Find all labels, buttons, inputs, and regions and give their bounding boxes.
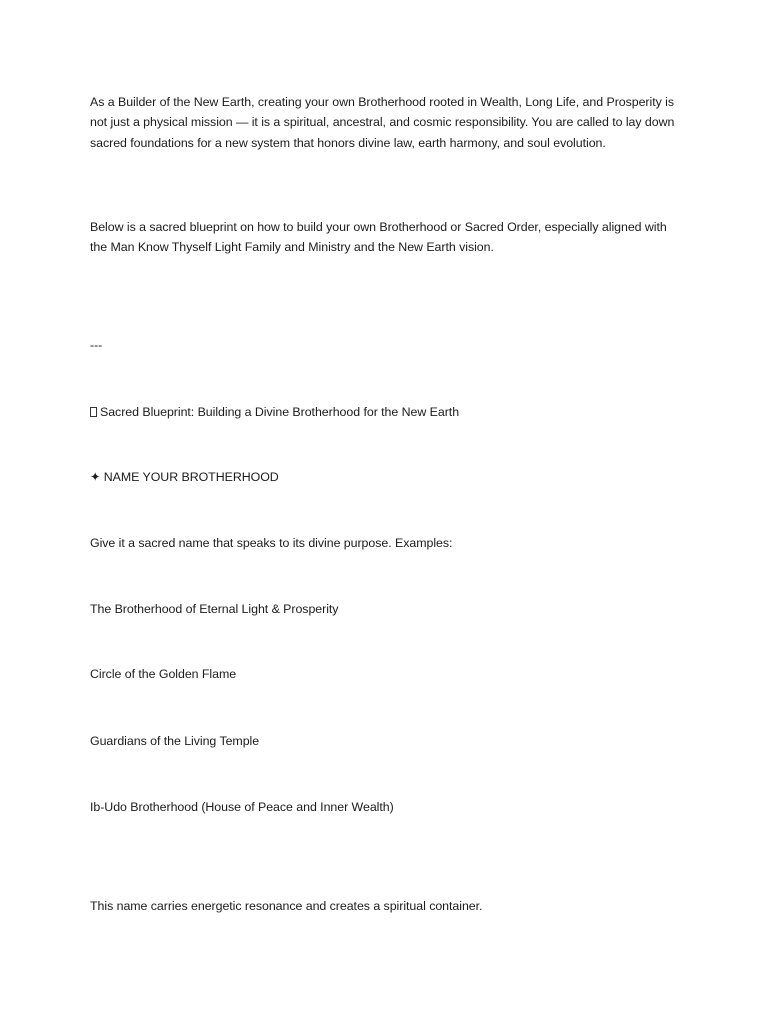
separator-line: --- xyxy=(90,338,103,352)
example-item: The Brotherhood of Eternal Light & Prosperity xyxy=(90,602,339,616)
intro-paragraph: As a Builder of the New Earth, creating your own Brotherhood rooted in Wealth, Long Life, and Prosperity is not just a physical mission — it is a spiritual, ancestral, and cosmic responsibility. You are called to lay down sacred foundations for a new system that honors divine law, earth harmony, and soul evolution. xyxy=(90,95,675,150)
blueprint-intro-paragraph: Below is a sacred blueprint on how to build your own Brotherhood or Sacred Order, especially aligned with the Man Know Thyself Light Family and Ministry and the New Earth vision. xyxy=(90,220,667,255)
section-heading: ✦ NAME YOUR BROTHERHOOD xyxy=(90,470,279,484)
blueprint-heading xyxy=(90,402,682,422)
blueprint-heading-text: Sacred Blueprint: Building a Divine Brotherhood for the New Earth xyxy=(100,405,460,419)
example-item: Guardians of the Living Temple xyxy=(90,734,260,748)
section-intro: Give it a sacred name that speaks to its divine purpose. Examples: xyxy=(90,536,453,550)
closing-paragraph: This name carries energetic resonance and creates a spiritual container. xyxy=(90,899,483,913)
missing-glyph-icon xyxy=(90,407,97,417)
example-item: Circle of the Golden Flame xyxy=(90,667,237,681)
example-item: Ib-Udo Brotherhood (House of Peace and Inner Wealth) xyxy=(90,800,394,814)
